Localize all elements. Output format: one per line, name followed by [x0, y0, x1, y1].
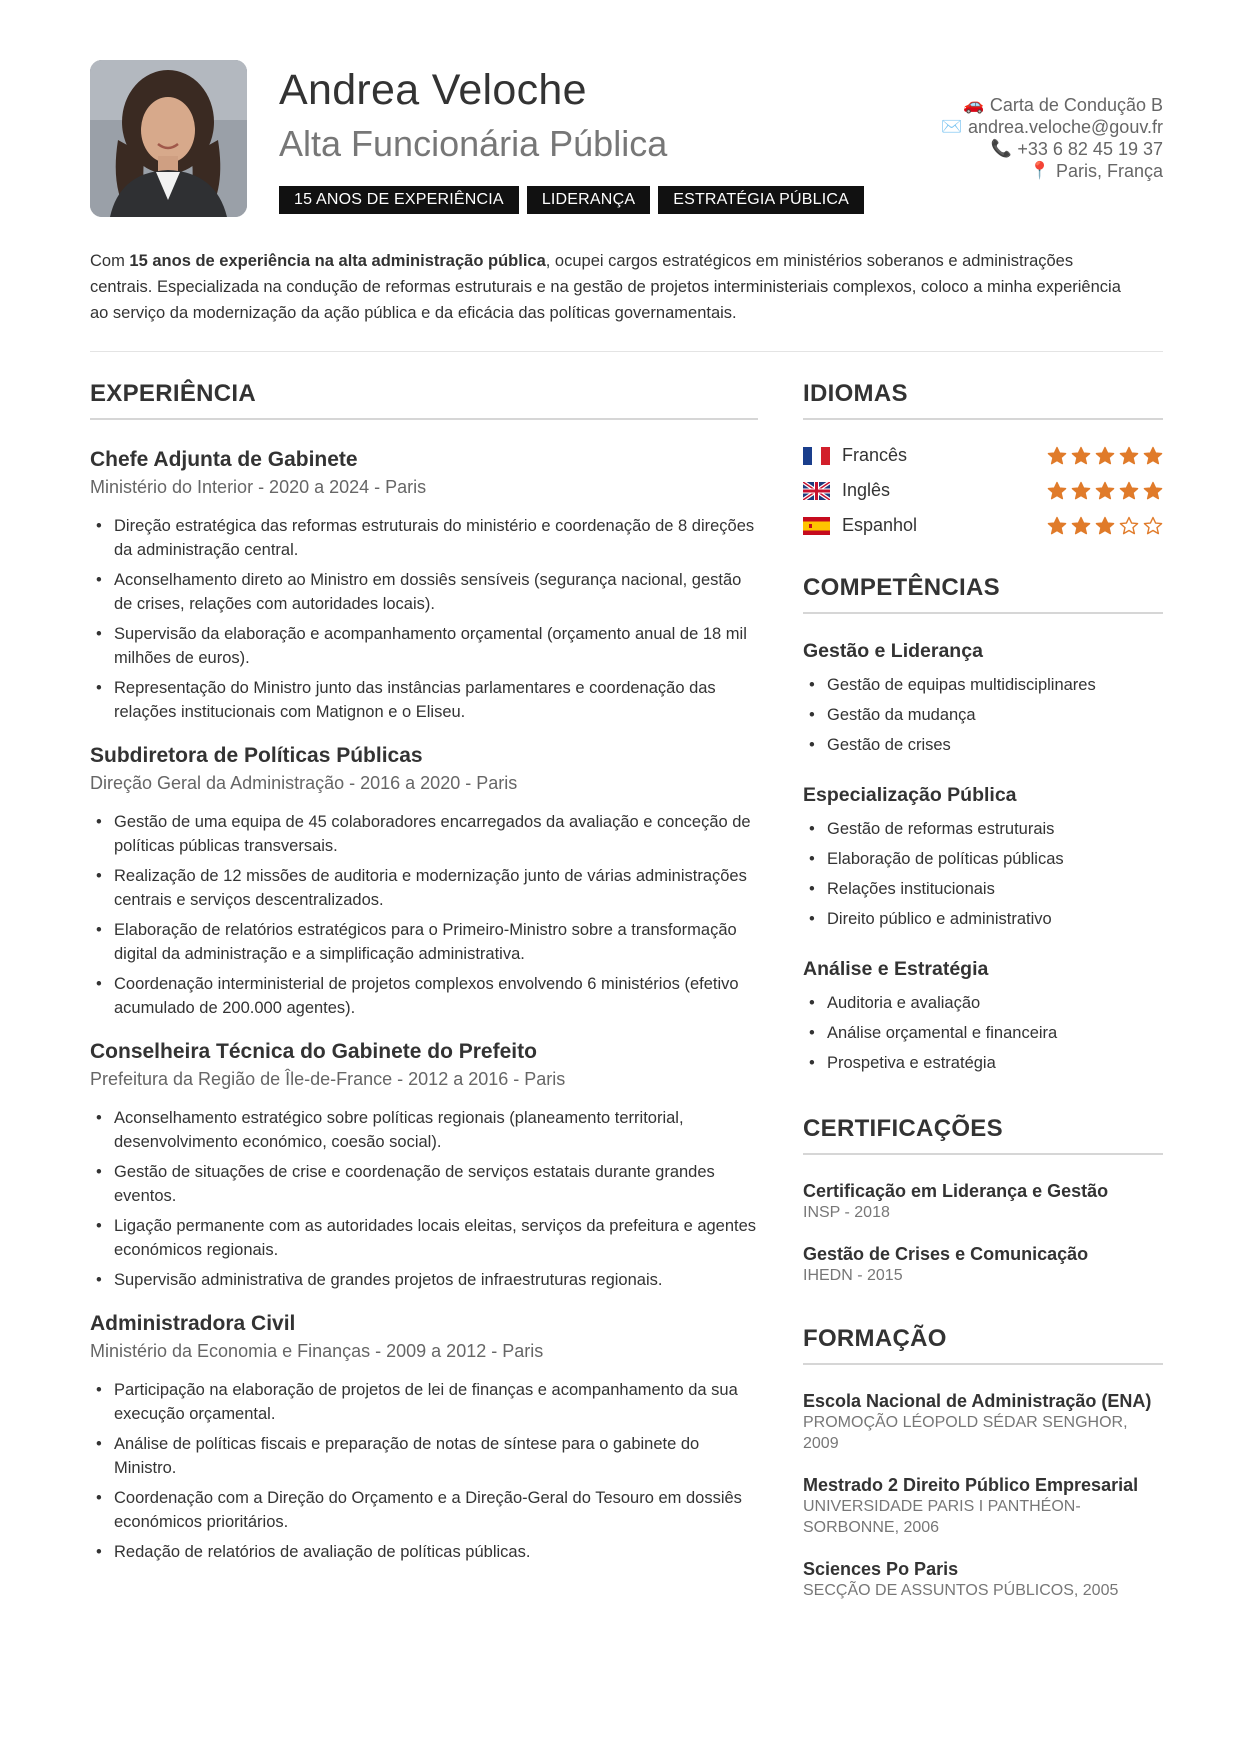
experience-divider [90, 418, 758, 420]
header-tags [279, 186, 864, 214]
star-filled-icon [1071, 516, 1091, 536]
education-item [803, 1474, 1163, 1538]
job-bullet: • Análise de políticas fiscais e preparação de notas de síntese para o gabinete do Ministro. [90, 1432, 758, 1480]
skills-group-title: Análise e Estratégia [803, 958, 989, 980]
star-filled-icon [1047, 446, 1067, 466]
skill-item: • Gestão de reformas estruturais [803, 817, 1163, 841]
job-entry [90, 742, 758, 1020]
skill-item: • Direito público e administrativo [803, 907, 1163, 931]
language-item [803, 473, 1163, 508]
certifications-heading: CERTIFICAÇÕES [803, 1115, 1003, 1142]
star-filled-icon [1119, 446, 1139, 466]
certification-name: Certificação em Liderança e Gestão [803, 1181, 1109, 1201]
skills-group [803, 956, 1163, 1081]
education-item [803, 1390, 1163, 1454]
job-role: Chefe Adjunta de Gabinete [90, 448, 358, 471]
languages-list [803, 438, 1163, 543]
star-filled-icon [1143, 446, 1163, 466]
uk-flag-icon [803, 482, 830, 500]
job-role: Administradora Civil [90, 1312, 296, 1335]
education-divider [803, 1363, 1163, 1365]
job-role: Subdiretora de Políticas Públicas [90, 744, 423, 767]
job-bullet: • Realização de 12 missões de auditoria e modernização junto de várias administrações centrais e serviços descentralizados. [90, 864, 758, 912]
skill-item: • Relações institucionais [803, 877, 1163, 901]
language-item [803, 508, 1163, 543]
job-meta: Prefeitura da Região de Île-de-France - 2012 a 2016 - Paris [90, 1069, 566, 1089]
spain-flag-icon [803, 517, 830, 535]
job-bullets [90, 514, 758, 724]
phone-text: +33 6 82 45 19 37 [1017, 139, 1163, 159]
language-name: Francês [842, 445, 908, 465]
location-text: Paris, França [1055, 161, 1163, 181]
job-bullet: • Coordenação interministerial de projetos complexos envolvendo 6 ministérios (efetivo acumulado de 200.000 agentes). [90, 972, 758, 1020]
skill-item: • Auditoria e avaliação [803, 991, 1163, 1015]
job-role: Conselheira Técnica do Gabinete do Prefeito [90, 1040, 537, 1063]
tag-experience: 15 ANOS DE EXPERIÊNCIA [279, 186, 519, 214]
job-bullet: • Redação de relatórios de avaliação de políticas públicas. [90, 1540, 758, 1564]
contact-license [941, 94, 1163, 116]
contact-email[interactable] [941, 116, 1163, 138]
skill-item: • Gestão de equipas multidisciplinares [803, 673, 1163, 697]
star-filled-icon [1095, 446, 1115, 466]
language-rating [1047, 446, 1163, 466]
experience-heading: EXPERIÊNCIA [90, 380, 257, 407]
skill-item: • Elaboração de políticas públicas [803, 847, 1163, 871]
phone-icon: 📞 [990, 139, 1012, 158]
education-name: Sciences Po Paris [803, 1559, 959, 1579]
job-bullet: • Direção estratégica das reformas estruturais do ministério e coordenação de 8 direções da administração central. [90, 514, 758, 562]
language-rating [1047, 516, 1163, 536]
education-heading: FORMAÇÃO [803, 1325, 947, 1352]
star-filled-icon [1047, 481, 1067, 501]
france-flag-icon [803, 447, 830, 465]
education-list [803, 1390, 1163, 1621]
skills-group [803, 782, 1163, 937]
languages-divider [803, 418, 1163, 420]
star-filled-icon [1095, 481, 1115, 501]
job-bullet: • Gestão de situações de crise e coordenação de serviços estatais durante grandes eventos. [90, 1160, 758, 1208]
education-item [803, 1558, 1163, 1601]
job-bullet: • Supervisão da elaboração e acompanhamento orçamental (orçamento anual de 18 mil milhões de euros). [90, 622, 758, 670]
skills-group-title: Gestão e Liderança [803, 640, 983, 662]
job-bullets [90, 1106, 758, 1292]
education-meta: UNIVERSIDADE PARIS I PANTHÉON-SORBONNE, 2006 [803, 1498, 1081, 1536]
tag-strategy: ESTRATÉGIA PÚBLICA [658, 186, 864, 214]
star-filled-icon [1071, 481, 1091, 501]
profile-photo [90, 60, 247, 217]
education-meta: PROMOÇÃO LÉOPOLD SÉDAR SENGHOR, 2009 [803, 1414, 1128, 1452]
skills-list [803, 991, 1163, 1075]
person-name: Andrea Veloche [279, 66, 587, 114]
languages-heading: IDIOMAS [803, 380, 908, 407]
job-bullets [90, 1378, 758, 1564]
pin-icon: 📍 [1029, 161, 1051, 180]
job-bullet: • Participação na elaboração de projetos de lei de finanças e acompanhamento da sua execução orçamental. [90, 1378, 758, 1426]
job-bullet: • Coordenação com a Direção do Orçamento e a Direção-Geral do Tesouro em dossiês económicos prioritários. [90, 1486, 758, 1534]
skills-heading: COMPETÊNCIAS [803, 574, 1000, 601]
job-bullet: • Gestão de uma equipa de 45 colaboradores encarregados da avaliação e conceção de políticas públicas transversais. [90, 810, 758, 858]
skills-group [803, 638, 1163, 763]
certifications-divider [803, 1153, 1163, 1155]
contact-location [941, 160, 1163, 182]
certification-name: Gestão de Crises e Comunicação [803, 1244, 1089, 1264]
summary-intro: Com [90, 252, 130, 270]
certification-meta: IHEDN - 2015 [803, 1267, 903, 1284]
job-meta: Direção Geral da Administração - 2016 a 2020 - Paris [90, 773, 518, 793]
job-bullet: • Representação do Ministro junto das instâncias parlamentares e coordenação das relações institucionais com Matignon e o Eliseu. [90, 676, 758, 724]
job-bullet: • Ligação permanente com as autoridades locais eleitas, serviços da prefeitura e agentes económicos regionais. [90, 1214, 758, 1262]
summary-text: , ocupei cargos estratégicos em ministérios soberanos e administrações centrais. Especializada na condução de reformas estruturais e na gestão de projetos interministeriais complexos, coloco a minha experiência ao serviço da modernização da ação pública e da eficácia das políticas governamentais. [90, 252, 1121, 322]
job-bullet: • Aconselhamento direto ao Ministro em dossiês sensíveis (segurança nacional, gestão de crises, relações com autoridades locais). [90, 568, 758, 616]
education-meta: SECÇÃO DE ASSUNTOS PÚBLICOS, 2005 [803, 1582, 1119, 1599]
skills-divider [803, 612, 1163, 614]
star-filled-icon [1047, 516, 1067, 536]
job-entry [90, 1038, 758, 1292]
job-bullet: • Supervisão administrativa de grandes projetos de infraestruturas regionais. [90, 1268, 758, 1292]
car-icon: 🚗 [963, 95, 985, 114]
star-filled-icon [1119, 481, 1139, 501]
experience-list [90, 446, 758, 1582]
star-empty-icon [1143, 516, 1163, 536]
job-entry [90, 1310, 758, 1564]
contact-block [941, 94, 1163, 182]
profile-summary [90, 248, 1140, 326]
tag-leadership: LIDERANÇA [527, 186, 650, 214]
person-title: Alta Funcionária Pública [279, 123, 668, 164]
certification-item [803, 1180, 1163, 1223]
job-entry [90, 446, 758, 724]
language-rating [1047, 481, 1163, 501]
skill-item: • Análise orçamental e financeira [803, 1021, 1163, 1045]
education-name: Mestrado 2 Direito Público Empresarial [803, 1475, 1139, 1495]
skill-item: • Prospetiva e estratégia [803, 1051, 1163, 1075]
certifications-list [803, 1180, 1163, 1306]
skill-item: • Gestão de crises [803, 733, 1163, 757]
skills-group-title: Especialização Pública [803, 784, 1017, 806]
language-item [803, 438, 1163, 473]
license-text: Carta de Condução B [989, 95, 1163, 115]
skills-list [803, 817, 1163, 931]
contact-phone [941, 138, 1163, 160]
envelope-icon: ✉️ [941, 117, 963, 136]
language-name: Espanhol [842, 515, 918, 535]
job-bullet: • Aconselhamento estratégico sobre políticas regionais (planeamento territorial, desenvolvimento económico, coesão social). [90, 1106, 758, 1154]
certification-meta: INSP - 2018 [803, 1204, 890, 1221]
summary-highlight: 15 anos de experiência na alta administração pública [129, 252, 546, 270]
star-filled-icon [1143, 481, 1163, 501]
skills-list [803, 673, 1163, 757]
job-meta: Ministério do Interior - 2020 a 2024 - Paris [90, 477, 427, 497]
star-filled-icon [1071, 446, 1091, 466]
language-name: Inglês [842, 480, 891, 500]
job-meta: Ministério da Economia e Finanças - 2009 a 2012 - Paris [90, 1341, 544, 1361]
star-empty-icon [1119, 516, 1139, 536]
star-filled-icon [1095, 516, 1115, 536]
header-divider [90, 351, 1163, 352]
job-bullet: • Elaboração de relatórios estratégicos para o Primeiro-Ministro sobre a transformação digital da administração e a simplificação administrativa. [90, 918, 758, 966]
education-name: Escola Nacional de Administração (ENA) [803, 1391, 1152, 1411]
email-text[interactable]: andrea.veloche@gouv.fr [967, 117, 1163, 137]
certification-item [803, 1243, 1163, 1286]
skill-item: • Gestão da mudança [803, 703, 1163, 727]
job-bullets [90, 810, 758, 1020]
